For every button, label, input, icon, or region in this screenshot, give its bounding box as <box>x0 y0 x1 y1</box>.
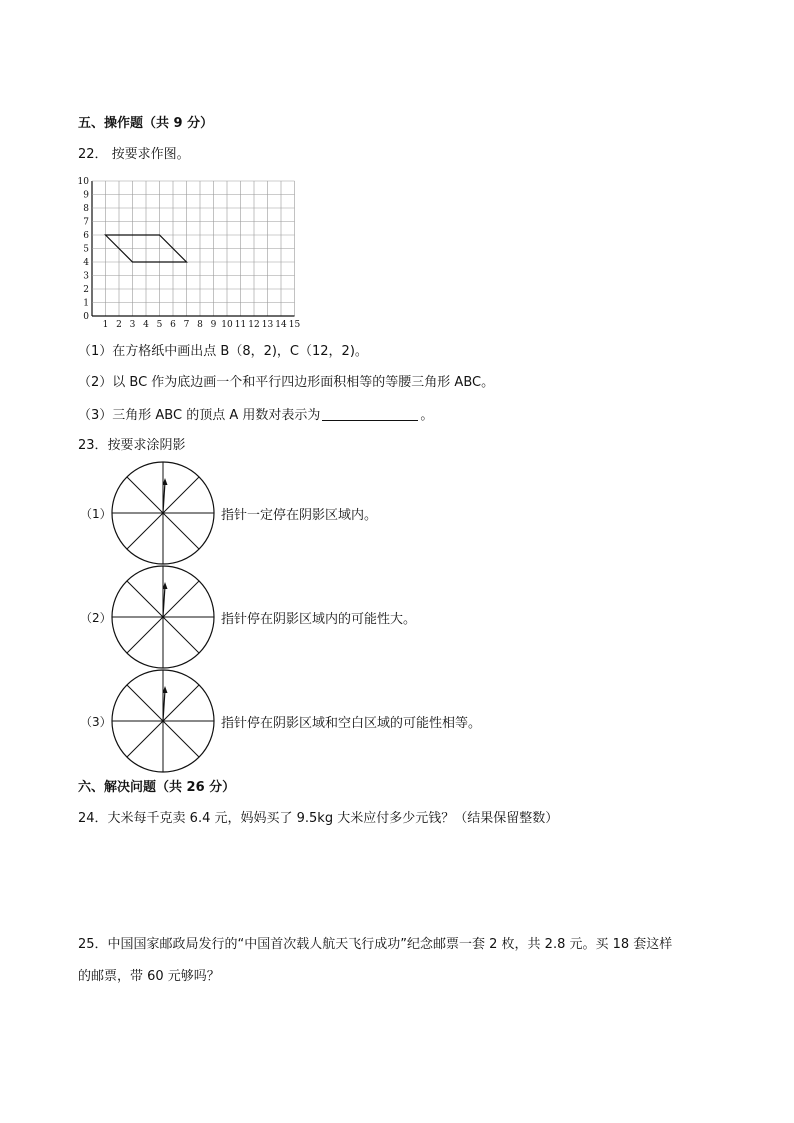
y-tick-label: 5 <box>83 244 89 255</box>
x-tick-label: 8 <box>197 320 203 330</box>
question-24: 24．大米每千克卖 6.4 元，妈妈买了 9.5kg 大米应付多少元钱？（结果保留整数） <box>78 811 559 826</box>
spinner-3[interactable] <box>110 668 216 774</box>
spinner-2-text: 指针停在阴影区域内的可能性大。 <box>221 612 417 627</box>
x-tick-label: 13 <box>261 320 274 330</box>
y-tick-label: 4 <box>83 258 89 268</box>
y-tick-label: 1 <box>83 298 89 309</box>
y-tick-label: 6 <box>83 231 89 241</box>
x-tick-label: 3 <box>129 320 136 330</box>
spinner-3-text: 指针停在阴影区域和空白区域的可能性相等。 <box>221 716 482 731</box>
question-23-header: 23．按要求涂阴影 <box>78 438 186 453</box>
x-tick-label: 5 <box>156 320 163 330</box>
section-6-title: 六、解决问题（共 26 分） <box>78 780 236 795</box>
y-tick-label: 10 <box>77 177 89 187</box>
x-tick-label: 1 <box>102 320 109 330</box>
spinner-1[interactable] <box>110 460 216 566</box>
answer-blank[interactable] <box>322 406 418 421</box>
y-tick-label: 2 <box>83 285 89 295</box>
x-tick-label: 4 <box>143 320 149 330</box>
x-tick-label: 10 <box>221 320 233 330</box>
y-tick-label: 3 <box>83 271 89 282</box>
y-tick-label: 8 <box>83 204 89 214</box>
question-22-header: 22． 按要求作图。 <box>78 147 190 162</box>
spinner-2-label: （2） <box>80 611 112 625</box>
x-tick-label: 15 <box>288 320 301 330</box>
question-22-item-3-text: （3）三角形 ABC 的顶点 A 用数对表示为 <box>78 408 321 423</box>
y-tick-label: 9 <box>83 190 89 201</box>
x-tick-label: 9 <box>210 320 217 330</box>
question-22-item-3-end: 。 <box>420 408 434 423</box>
spinner-1-label: （1） <box>80 507 112 521</box>
question-25-line-2: 的邮票，带 60 元够吗？ <box>78 969 220 984</box>
spinner-2[interactable] <box>110 564 216 670</box>
x-tick-label: 2 <box>116 320 122 330</box>
y-tick-label: 0 <box>83 312 89 322</box>
x-tick-label: 14 <box>275 320 287 330</box>
x-tick-label: 6 <box>170 320 176 330</box>
spinner-3-label: （3） <box>80 715 112 729</box>
coordinate-grid <box>70 172 310 332</box>
question-22-item-1: （1）在方格纸中画出点 B（8，2)，C（12，2)。 <box>78 344 368 359</box>
question-25-line-1: 25．中国国家邮政局发行的“中国首次载人航天飞行成功”纪念邮票一套 2 枚，共 2.8 元。买 18 套这样 <box>78 937 673 952</box>
x-tick-label: 12 <box>248 320 260 330</box>
question-22-item-3 <box>78 406 433 425</box>
question-22-item-2: （2）以 BC 作为底边画一个和平行四边形面积相等的等腰三角形 ABC。 <box>78 375 495 390</box>
spinner-1-text: 指针一定停在阴影区域内。 <box>221 508 378 523</box>
x-tick-label: 11 <box>234 320 247 330</box>
x-tick-label: 7 <box>183 320 190 330</box>
y-tick-label: 7 <box>83 217 89 228</box>
section-5-title: 五、操作题（共 9 分） <box>78 116 214 131</box>
